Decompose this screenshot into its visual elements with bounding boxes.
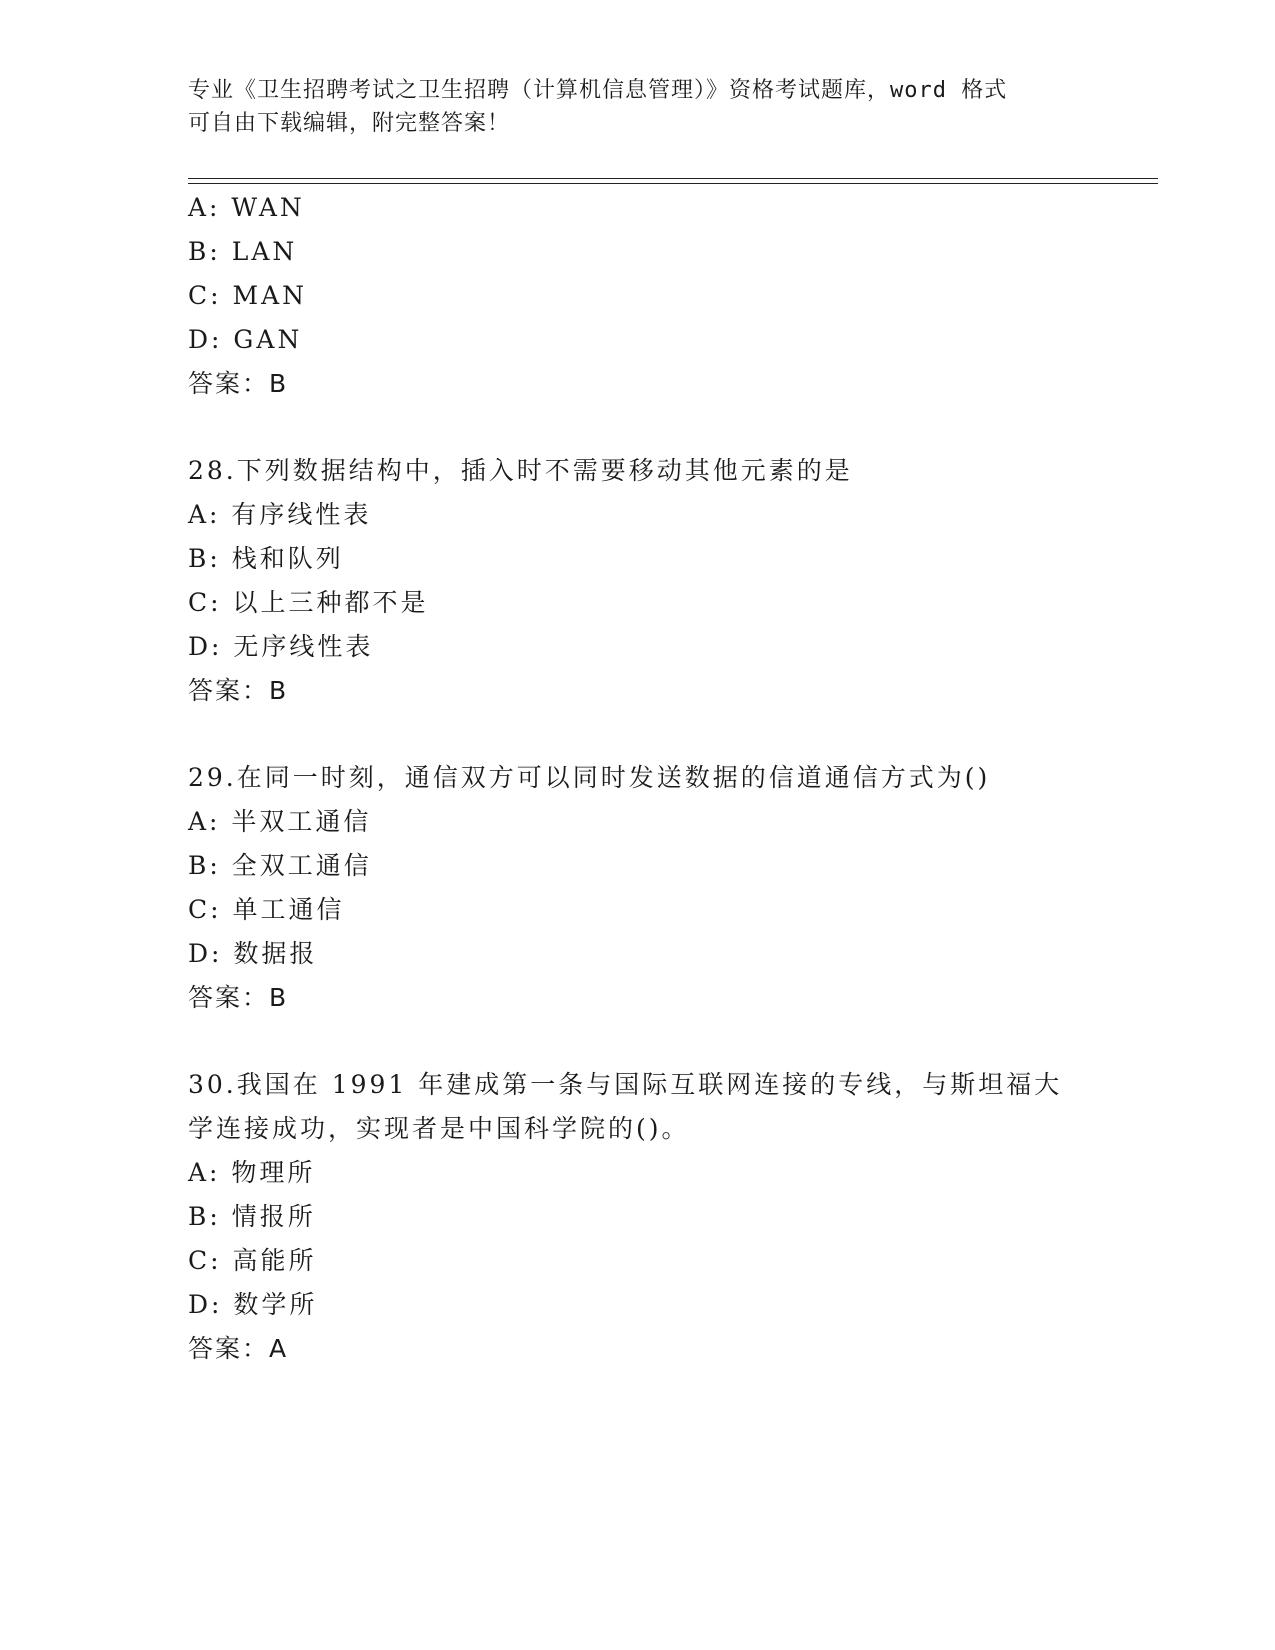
- q29-question: 29.在同一时刻，通信双方可以同时发送数据的信道通信方式为(): [188, 763, 991, 792]
- q29-option-d: D: 数据报: [188, 939, 318, 968]
- q30-option-b: B: 情报所: [188, 1202, 316, 1231]
- q28-answer: 答案：B: [188, 676, 289, 705]
- q30-option-a: A: 物理所: [188, 1158, 316, 1187]
- q27-answer: 答案：B: [188, 369, 289, 398]
- q28-option-c: C: 以上三种都不是: [188, 588, 429, 617]
- q30-answer: 答案：A: [188, 1334, 289, 1363]
- q29-option-a: A: 半双工通信: [188, 807, 372, 836]
- q29-answer: 答案：B: [188, 983, 289, 1012]
- q28-option-a: A: 有序线性表: [188, 500, 372, 529]
- q29-option-b: B: 全双工通信: [188, 851, 372, 880]
- q29-option-c: C: 单工通信: [188, 895, 345, 924]
- q27-option-b: B: LAN: [188, 237, 298, 266]
- q27-option-a: A: WAN: [188, 193, 305, 222]
- header-line-1: 专业《卫生招聘考试之卫生招聘（计算机信息管理）》资格考试题库，word 格式: [188, 78, 1008, 103]
- document-header: [188, 74, 1068, 140]
- q30-option-d: D: 数学所: [188, 1290, 318, 1319]
- header-rule-top: [188, 178, 1158, 179]
- header-rule-bottom: [188, 183, 1158, 184]
- header-line-2: 可自由下载编辑，附完整答案！: [188, 111, 511, 136]
- q27-option-c: C: MAN: [188, 281, 308, 310]
- q28-option-b: B: 栈和队列: [188, 544, 344, 573]
- q30-question-line-2: 学连接成功，实现者是中国科学院的()。: [188, 1114, 690, 1143]
- q30-question-line-1: 30.我国在 1991 年建成第一条与国际互联网连接的专线，与斯坦福大: [188, 1070, 1063, 1099]
- q28-question: 28.下列数据结构中，插入时不需要移动其他元素的是: [188, 456, 853, 485]
- q27-option-d: D: GAN: [188, 325, 303, 354]
- q30-option-c: C: 高能所: [188, 1246, 317, 1275]
- q28-option-d: D: 无序线性表: [188, 632, 374, 661]
